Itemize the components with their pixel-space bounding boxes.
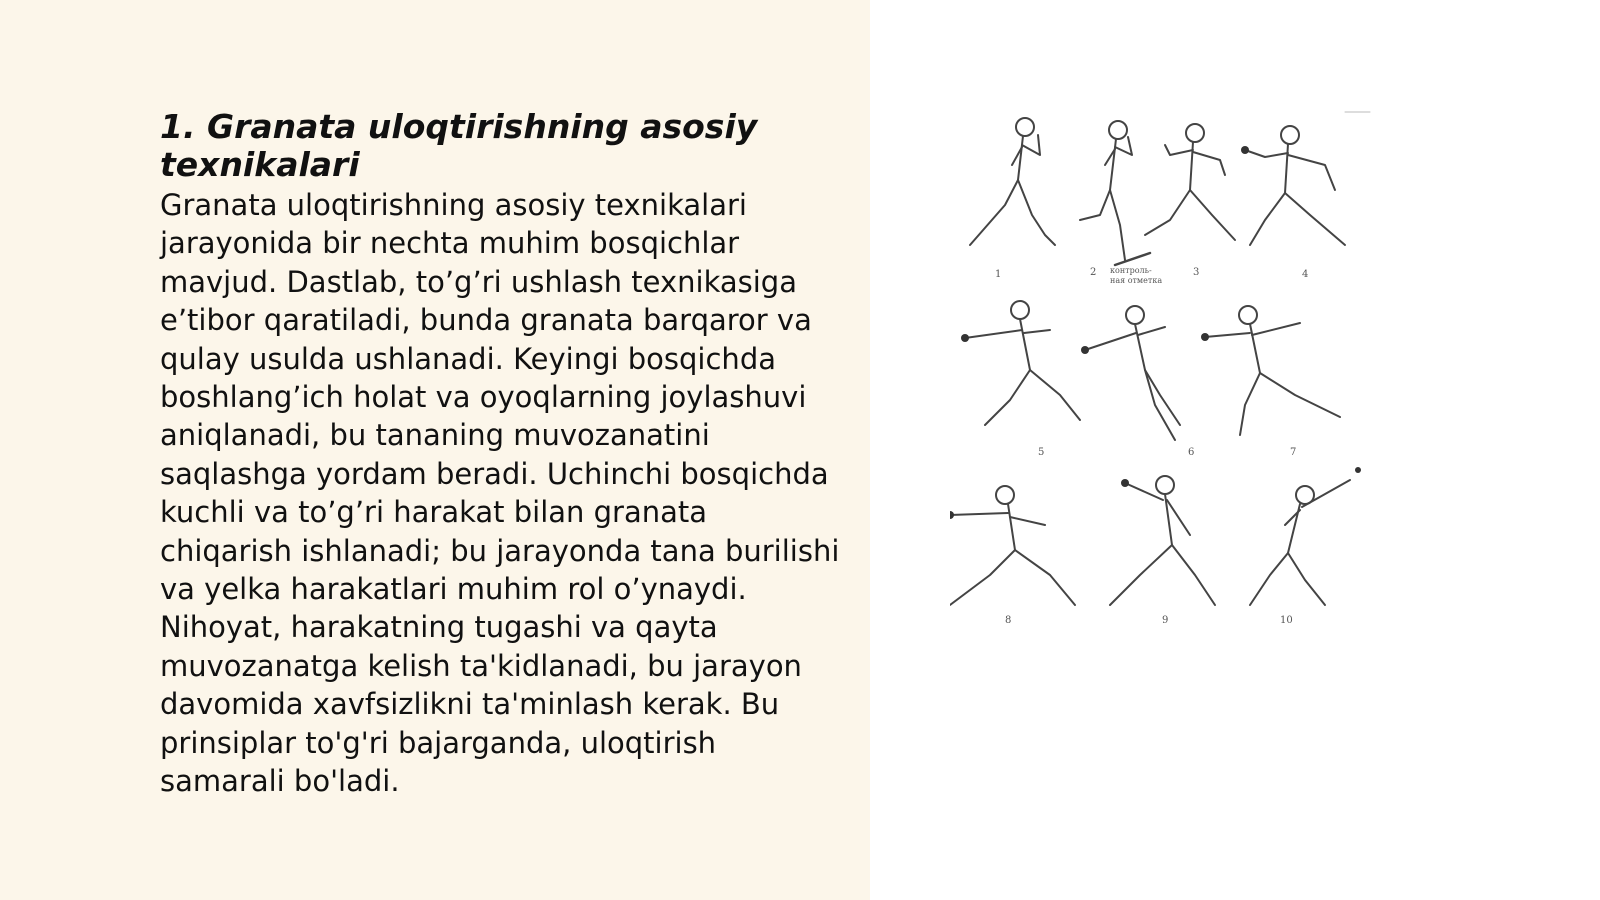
figure-2 — [1080, 121, 1150, 265]
grenade-throw-sequence-illustration — [950, 105, 1390, 650]
frame-label-1: 1 — [995, 269, 1002, 280]
mark-label-line2: ная отметка — [1110, 276, 1163, 285]
frame-label-2: 2 — [1090, 267, 1097, 278]
figure-10 — [1250, 467, 1361, 605]
slide-title: 1. Granata uloqtirishning asosiy texnikalari — [160, 107, 758, 184]
figure-4 — [1241, 126, 1345, 245]
figure-1 — [970, 118, 1055, 245]
mark-label-line1: контроль- — [1110, 266, 1152, 275]
figure-7 — [1201, 306, 1340, 435]
frame-label-6: 6 — [1188, 447, 1195, 458]
figure-3 — [1145, 124, 1235, 240]
figure-8 — [950, 486, 1075, 605]
figure-drawing — [950, 105, 1390, 650]
slide-body-text: Granata uloqtirishning asosiy texnikalari jarayonida bir nechta muhim bosqichlar mavjud. Dastlab, to’g’ri ushlash texnikasiga e’tibor qaratiladi, bunda granata barqaror va qulay usulda ushlanadi. Keyingi bosqichda boshlang’ich holat va oyoqlarning joylashuvi aniqlanadi, bu tananing muvozanatini saqlashga yordam beradi. Uchinchi bosqichda kuchli va to’g’ri harakat bilan granata chiqarish ishlanadi; bu jarayonda tana burilishi va yelka harakatlari muhim rol o’ynaydi. Nihoyat, harakatning tugashi va qayta muvozanatga kelish ta'kidlanadi, bu jarayon davomida xavfsizlikni ta'minlash kerak. Bu prinsiplar to'g'ri bajarganda, uloqtirish samarali bo'ladi. — [160, 188, 840, 799]
figure-9 — [1110, 476, 1215, 605]
frame-label-10: 10 — [1280, 615, 1293, 626]
frame-label-4: 4 — [1302, 269, 1309, 280]
frame-label-8: 8 — [1005, 615, 1012, 626]
figure-6 — [1081, 306, 1180, 440]
figure-5 — [961, 301, 1080, 425]
frame-label-5: 5 — [1038, 447, 1045, 458]
frame-label-3: 3 — [1193, 267, 1200, 278]
frame-label-7: 7 — [1290, 447, 1297, 458]
frame-label-9: 9 — [1162, 615, 1169, 626]
